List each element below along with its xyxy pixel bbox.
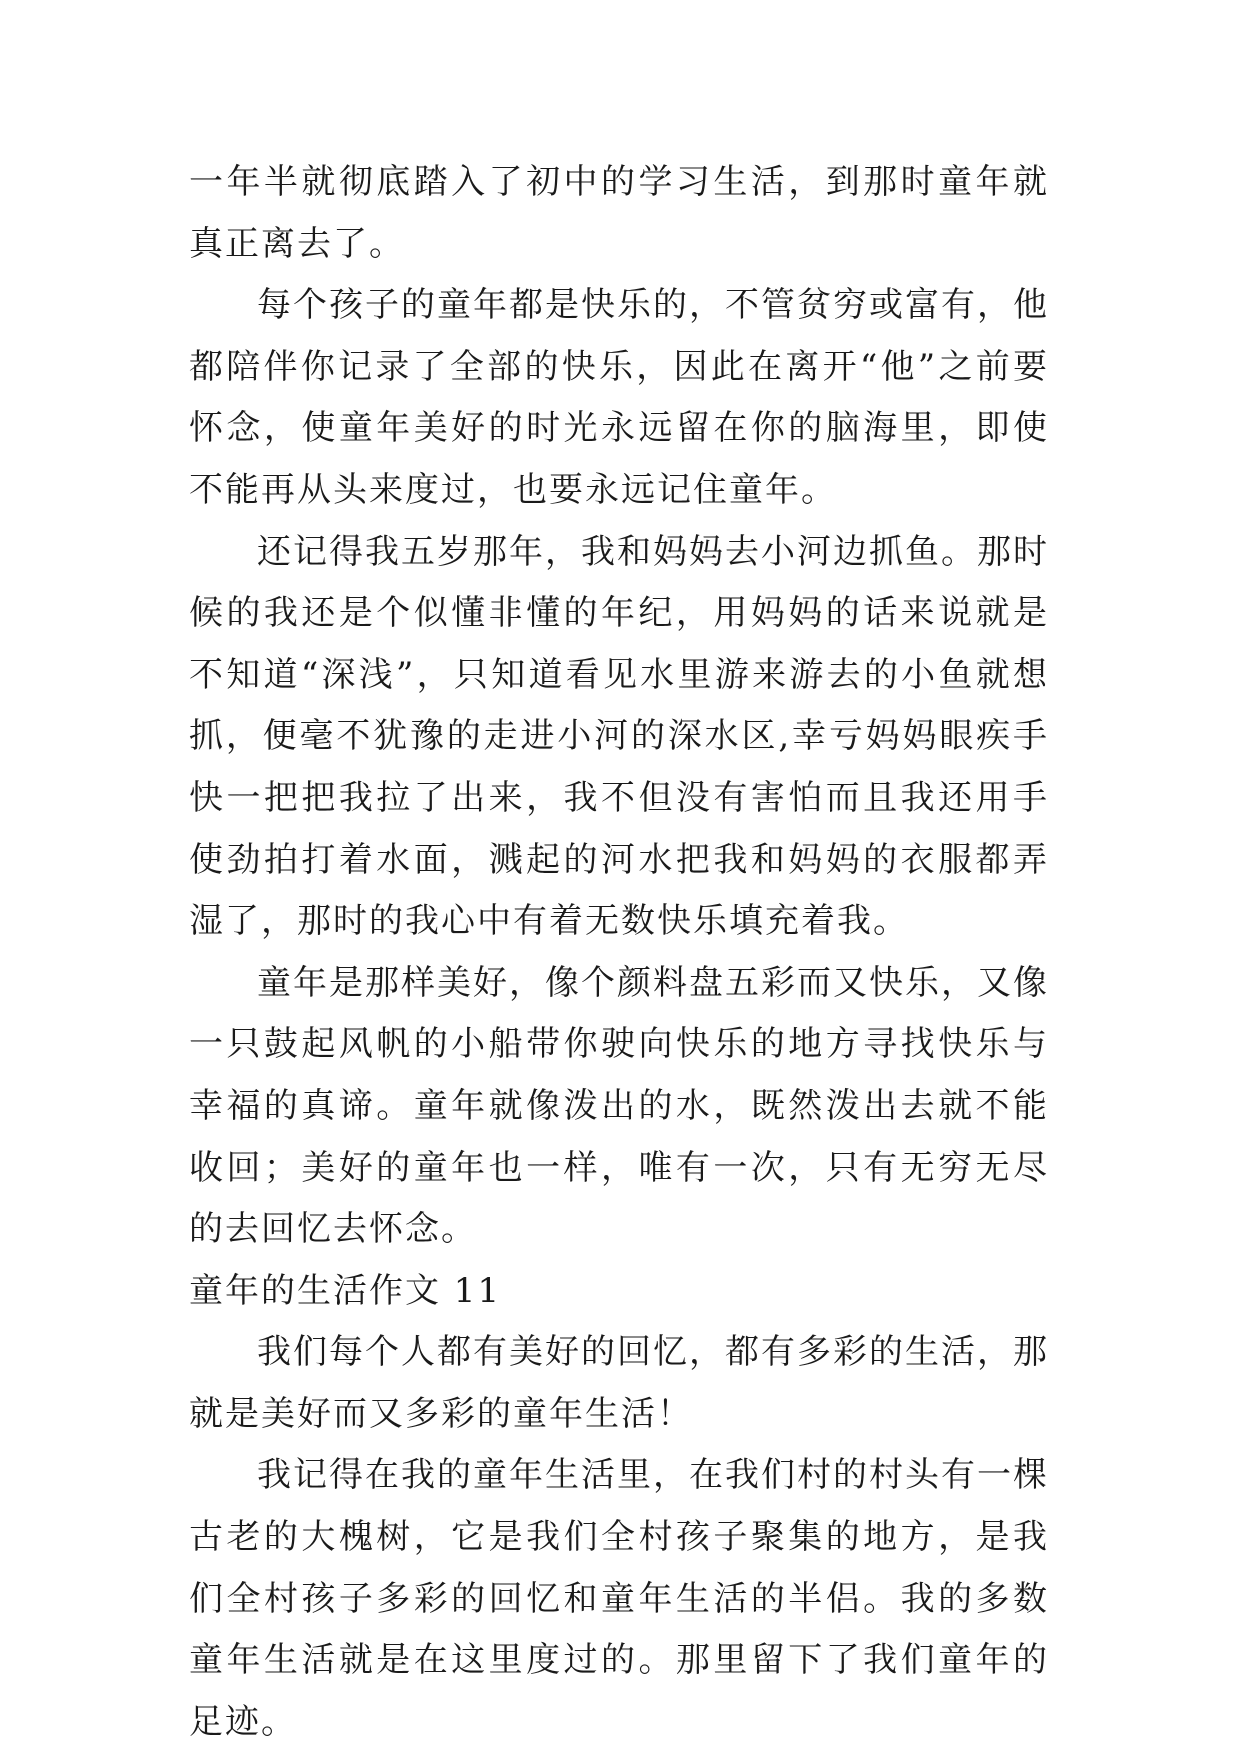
paragraph: 我记得在我的童年生活里，在我们村的村头有一棵古老的大槐树，它是我们全村孩子聚集的地方，是我们全村孩子多彩的回忆和童年生活的半侣。我的多数童年生活就是在这里度过的。那里留下了我们童年的足迹。 bbox=[189, 1455, 1049, 1742]
paragraph-continuation: 一年半就彻底踏入了初中的学习生活，到那时童年就真正离去了。 bbox=[189, 162, 1049, 264]
document-body bbox=[189, 152, 1049, 1753]
paragraph: 每个孩子的童年都是快乐的，不管贫穷或富有，他都陪伴你记录了全部的快乐，因此在离开“他”之前要怀念，使童年美好的时光永远留在你的脑海里，即使不能再从头来度过，也要永远记住童年。 bbox=[189, 285, 1049, 510]
paragraph: 童年是那样美好，像个颜料盘五彩而又快乐，又像一只鼓起风帆的小船带你驶向快乐的地方寻找快乐与幸福的真谛。童年就像泼出的水，既然泼出去就不能收回；美好的童年也一样，唯有一次，只有无穷无尽的去回忆去怀念。 bbox=[189, 962, 1049, 1250]
paragraph: 还记得我五岁那年，我和妈妈去小河边抓鱼。那时候的我还是个似懂非懂的年纪，用妈妈的话来说就是不知道“深浅”，只知道看见水里游来游去的小鱼就想抓，便毫不犹豫的走进小河的深水区,幸亏妈妈眼疾手快一把把我拉了出来，我不但没有害怕而且我还用手使劲拍打着水面，溅起的河水把我和妈妈的衣服都弄湿了，那时的我心中有着无数快乐填充着我。 bbox=[189, 531, 1049, 942]
section-title: 童年的生活作文 11 bbox=[189, 1270, 502, 1311]
paragraph: 我们每个人都有美好的回忆，都有多彩的生活，那就是美好而又多彩的童年生活！ bbox=[189, 1332, 1049, 1434]
